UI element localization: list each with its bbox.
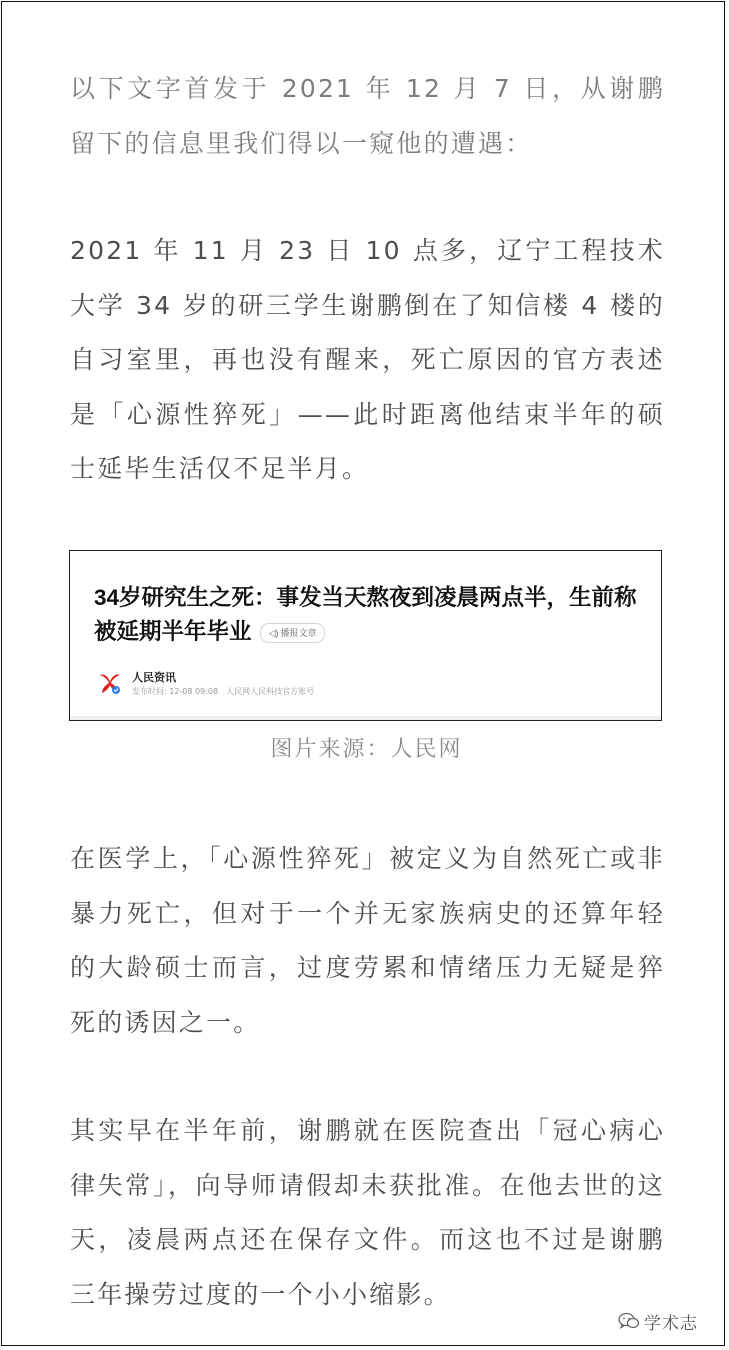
card-bottom-strip bbox=[70, 716, 661, 720]
news-source-meta bbox=[132, 686, 322, 697]
wechat-icon bbox=[618, 1312, 640, 1330]
news-headline bbox=[94, 581, 654, 649]
account-description: 人民网人民科技官方账号 bbox=[226, 687, 315, 696]
news-source-name: 人民资讯 bbox=[132, 671, 176, 684]
speaker-icon: ◁) bbox=[268, 628, 279, 638]
read-aloud-button[interactable] bbox=[260, 623, 326, 643]
article-paragraph-2: 在医学上，「心源性猝死」被定义为自然死亡或非暴力死亡，但对于一个并无家族病史的还算年轻的大龄硕士而言，过度劳累和情绪压力无疑是猝死的诱因之一。 bbox=[70, 844, 665, 1037]
read-aloud-label: 播报文章 bbox=[280, 628, 317, 638]
article-frame bbox=[1, 1, 725, 1346]
article-paragraph-3: 其实早在半年前，谢鹏就在医院查出「冠心病心律失常」，向导师请假却未获批准。在他去世的这天，凌晨两点还在保存文件。而这也不过是谢鹏三年操劳过度的一个小小缩影。 bbox=[70, 1116, 665, 1309]
people-news-logo-icon bbox=[96, 669, 124, 697]
publish-time: 发布时间: 12-08 09:08 bbox=[132, 687, 219, 696]
article-paragraph-1: 2021 年 11 月 23 日 10 点多，辽宁工程技术大学 34 岁的研三学生谢鹏倒在了知信楼 4 楼的自习室里，再也没有醒来，死亡原因的官方表述是「心源性猝死」——此时距离他结束半年的硕士延毕生活仅不足半月。 bbox=[70, 236, 665, 483]
news-headline-text: 34岁研究生之死：事发当天熬夜到凌晨两点半，生前称被延期半年毕业 bbox=[94, 585, 637, 644]
image-caption: 图片来源：人民网 bbox=[270, 737, 463, 762]
watermark bbox=[618, 1308, 698, 1334]
news-screenshot-card bbox=[69, 550, 662, 721]
watermark-text: 学术志 bbox=[644, 1313, 698, 1334]
article-intro: 以下文字首发于 2021 年 12 月 7 日，从谢鹏留下的信息里我们得以一窥他的遭遇： bbox=[70, 74, 665, 158]
